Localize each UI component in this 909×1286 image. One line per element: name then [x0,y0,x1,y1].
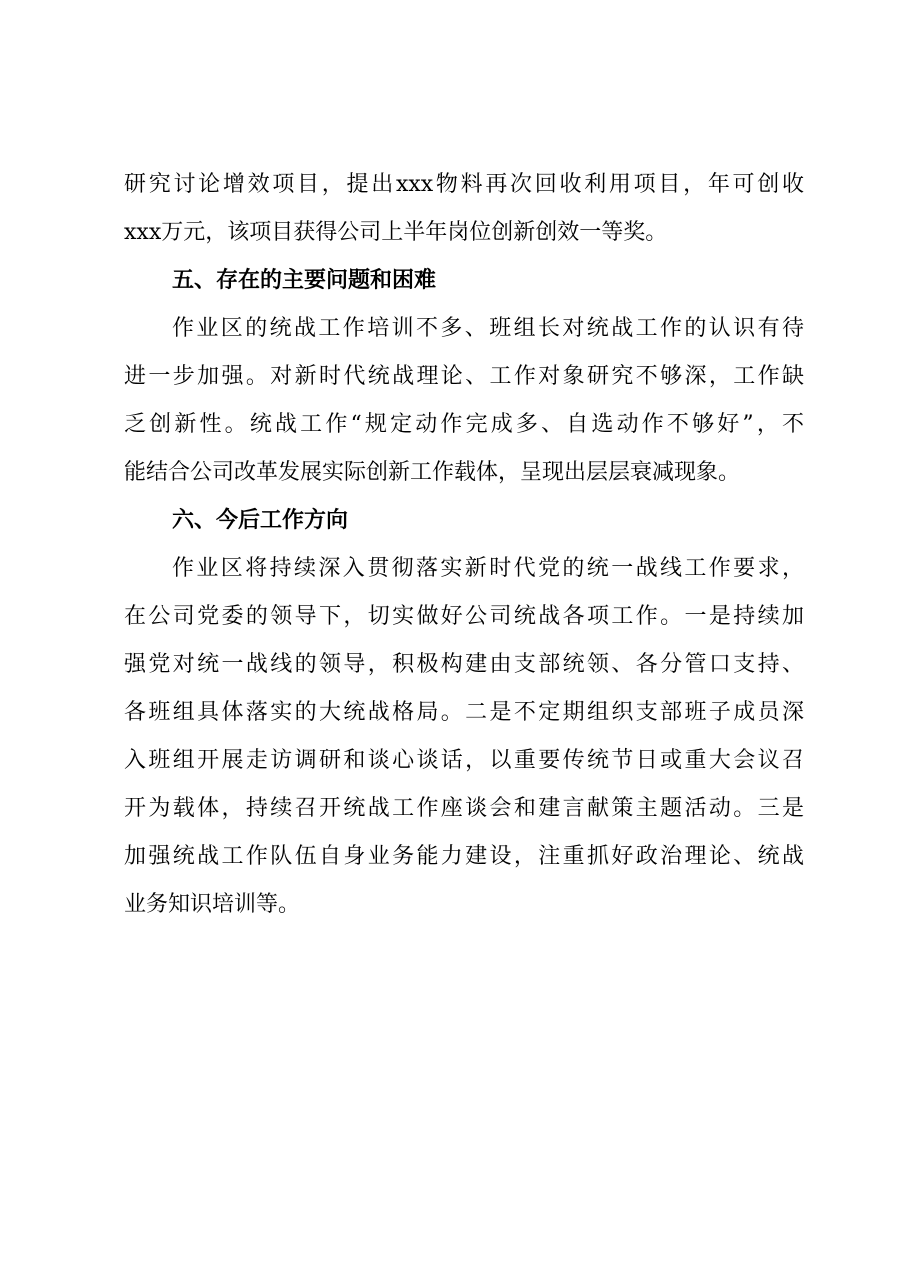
section-6-heading: 六、今后工作方向 [172,508,349,533]
section-5-line-4: 能结合公司改革发展实际创新工作载体，呈现出层层衰减现象。 [124,460,741,485]
section-6-line-6: 开为载体，持续召开统战工作座谈会和建言献策主题活动。三是 [124,796,804,821]
section-5-line-2: 进一步加强。对新时代统战理论、工作对象研究不够深，工作缺 [124,364,804,389]
section-6-line-5: 入班组开展走访调研和谈心谈话，以重要传统节日或重大会议召 [124,748,804,773]
section-5-heading: 五、存在的主要问题和困难 [172,268,437,293]
section-6-line-8: 业务知识培训等。 [124,892,301,917]
section-6-line-7: 加强统战工作队伍自身业务能力建设，注重抓好政治理论、统战 [124,844,804,869]
section-5-line-1: 作业区的统战工作培训不多、班组长对统战工作的认识有待 [172,316,804,341]
section-6-line-3: 强党对统一战线的领导，积极构建由支部统领、各分管口支持、 [124,652,804,677]
section-6-line-1: 作业区将持续深入贯彻落实新时代党的统一战线工作要求， [172,556,804,581]
section-6-line-4: 各班组具体落实的大统战格局。二是不定期组织支部班子成员深 [124,700,804,725]
paragraph-1-line-1: 研究讨论增效项目，提出xxx物料再次回收利用项目，年可创收 [124,172,804,197]
paragraph-1-line-2: xxx万元，该项目获得公司上半年岗位创新创效一等奖。 [124,220,668,245]
section-6-line-2: 在公司党委的领导下，切实做好公司统战各项工作。一是持续加 [124,604,804,629]
section-5-line-3: 乏创新性。统战工作“规定动作完成多、自选动作不够好”，不 [124,412,804,437]
